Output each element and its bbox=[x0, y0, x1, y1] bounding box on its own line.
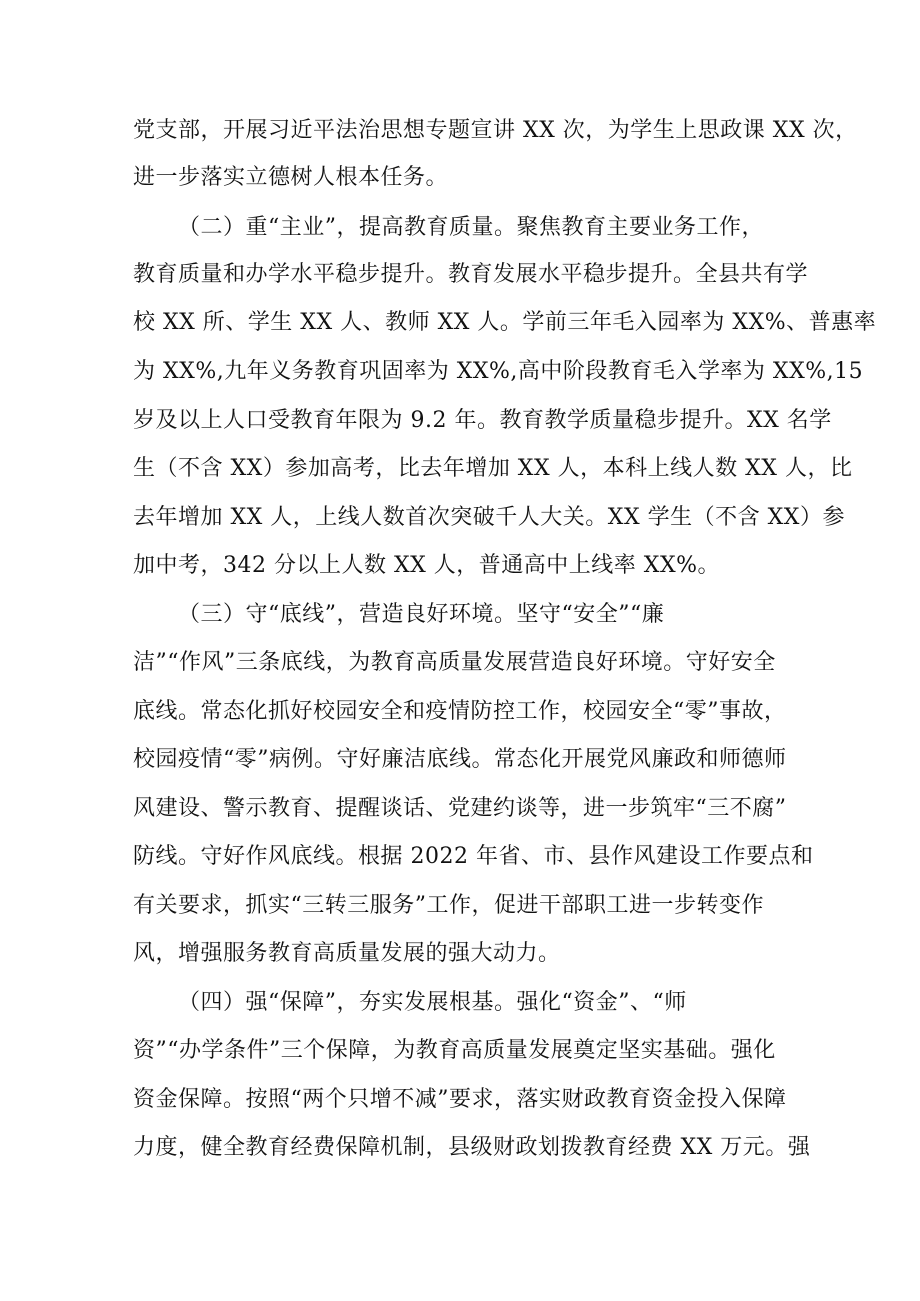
section-heading-line: （二）重“主业”，提高教育质量。聚焦教育主要业务工作， bbox=[178, 215, 764, 240]
text-line: 加中考，342 分以上人数 XX 人，普通高中上线率 XX%。 bbox=[133, 553, 721, 578]
text-line: 风，增强服务教育高质量发展的强大动力。 bbox=[133, 941, 561, 966]
text-line: 进一步落实立德树人根本任务。 bbox=[133, 165, 449, 190]
text-line: 风建设、警示教育、提醒谈话、党建约谈等，进一步筑牢“三不腐” bbox=[133, 796, 787, 821]
text-line: 资”“办学条件”三个保障，为教育高质量发展奠定坚实基础。强化 bbox=[133, 1038, 776, 1063]
text-line: 党支部，开展习近平法治思想专题宣讲 XX 次，为学生上思政课 XX 次， bbox=[133, 118, 858, 143]
text-line: 资金保障。按照“两个只增不减”要求，落实财政教育资金投入保障 bbox=[133, 1087, 787, 1112]
text-line: 底线。常态化抓好校园安全和疫情防控工作，校园安全“零”事故， bbox=[133, 699, 787, 724]
text-line: 校 XX 所、学生 XX 人、教师 XX 人。学前三年毛入园率为 XX%、普惠率 bbox=[133, 310, 877, 335]
section-heading-line: （三）守“底线”，营造良好环境。坚守“安全”“廉 bbox=[178, 602, 665, 627]
text-line: 为 XX%,九年义务教育巩固率为 XX%,高中阶段教育毛入学率为 XX%,15 bbox=[133, 359, 864, 384]
text-line: 教育质量和办学水平稳步提升。教育发展水平稳步提升。全县共有学 bbox=[133, 262, 809, 287]
text-line: 洁”“作风”三条底线，为教育高质量发展营造良好环境。守好安全 bbox=[133, 650, 776, 675]
text-line: 力度，健全教育经费保障机制，县级财政划拨教育经费 XX 万元。强 bbox=[133, 1135, 811, 1160]
text-line: 有关要求，抓实“三转三服务”工作，促进干部职工进一步转变作 bbox=[133, 893, 764, 918]
text-line: 生（不含 XX）参加高考，比去年增加 XX 人，本科上线人数 XX 人，比 bbox=[133, 456, 853, 481]
text-line: 校园疫情“零”病例。守好廉洁底线。常态化开展党风廉政和师德师 bbox=[133, 747, 787, 772]
text-line: 防线。守好作风底线。根据 2022 年省、市、县作风建设工作要点和 bbox=[133, 844, 814, 869]
text-line: 岁及以上人口受教育年限为 9.2 年。教育教学质量稳步提升。XX 名学 bbox=[133, 408, 832, 433]
section-heading-line: （四）强“保障”，夯实发展根基。强化“资金”、“师 bbox=[178, 990, 687, 1015]
text-line: 去年增加 XX 人，上线人数首次突破千人大关。XX 学生（不含 XX）参 bbox=[133, 505, 845, 530]
